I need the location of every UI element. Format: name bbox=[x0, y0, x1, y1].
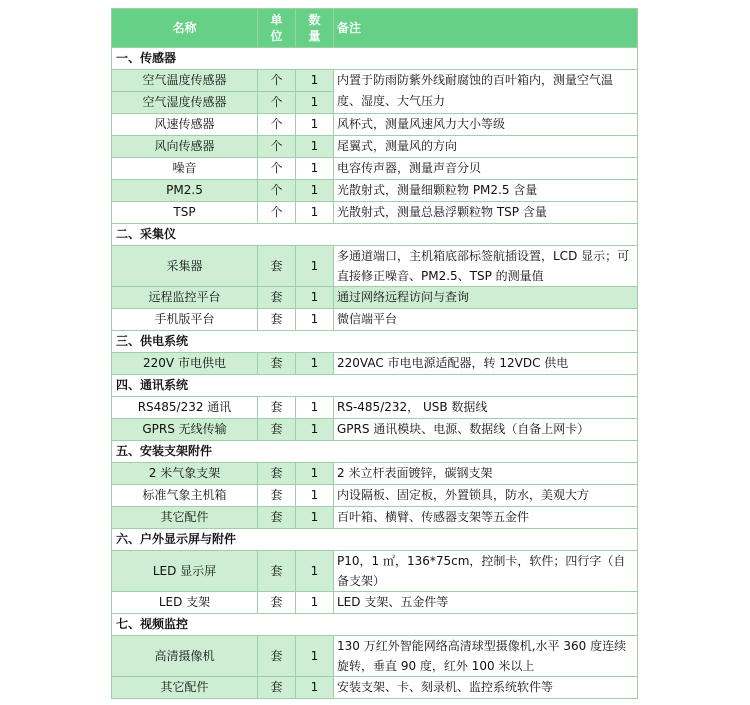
item-unit: 套 bbox=[258, 419, 296, 441]
section-row bbox=[112, 529, 638, 551]
header-qty: 数 量 bbox=[296, 9, 334, 48]
item-name: 采集器 bbox=[112, 246, 258, 287]
item-qty: 1 bbox=[296, 202, 334, 224]
item-qty: 1 bbox=[296, 309, 334, 331]
section-row bbox=[112, 441, 638, 463]
item-name: LED 显示屏 bbox=[112, 551, 258, 592]
item-note: 130 万红外智能网络高清球型摄像机,水平 360 度连续旋转，垂直 90 度，红外 100 米以上 bbox=[334, 636, 638, 677]
item-note: 百叶箱、横臂、传感器支架等五金件 bbox=[334, 507, 638, 529]
table-row bbox=[112, 136, 638, 158]
section-title: 二、采集仪 bbox=[112, 224, 638, 246]
item-note: 通过网络远程访问与查询 bbox=[334, 287, 638, 309]
item-unit: 个 bbox=[258, 136, 296, 158]
item-unit: 套 bbox=[258, 507, 296, 529]
header-note: 备注 bbox=[334, 9, 638, 48]
item-qty: 1 bbox=[296, 677, 334, 699]
item-note: 2 米立杆表面镀锌，碳钢支架 bbox=[334, 463, 638, 485]
header-name: 名称 bbox=[112, 9, 258, 48]
table-row bbox=[112, 463, 638, 485]
item-name: 其它配件 bbox=[112, 507, 258, 529]
item-qty: 1 bbox=[296, 114, 334, 136]
item-name: PM2.5 bbox=[112, 180, 258, 202]
item-qty: 1 bbox=[296, 485, 334, 507]
item-unit: 套 bbox=[258, 636, 296, 677]
table-row bbox=[112, 507, 638, 529]
table-row bbox=[112, 202, 638, 224]
item-name: 高清摄像机 bbox=[112, 636, 258, 677]
table-row bbox=[112, 353, 638, 375]
item-unit: 套 bbox=[258, 592, 296, 614]
item-name: 其它配件 bbox=[112, 677, 258, 699]
item-note: 微信端平台 bbox=[334, 309, 638, 331]
item-name: GPRS 无线传输 bbox=[112, 419, 258, 441]
item-qty: 1 bbox=[296, 180, 334, 202]
table-row bbox=[112, 677, 638, 699]
header-unit: 单 位 bbox=[258, 9, 296, 48]
item-unit: 套 bbox=[258, 309, 296, 331]
table-row bbox=[112, 158, 638, 180]
item-unit: 套 bbox=[258, 485, 296, 507]
section-title: 五、安装支架附件 bbox=[112, 441, 638, 463]
table-row bbox=[112, 397, 638, 419]
item-qty: 1 bbox=[296, 70, 334, 92]
table-header-row bbox=[112, 9, 638, 48]
item-name: 空气湿度传感器 bbox=[112, 92, 258, 114]
item-unit: 套 bbox=[258, 353, 296, 375]
section-row bbox=[112, 48, 638, 70]
item-note: LED 支架、五金件等 bbox=[334, 592, 638, 614]
item-unit: 个 bbox=[258, 92, 296, 114]
item-name: 2 米气象支架 bbox=[112, 463, 258, 485]
section-title: 三、供电系统 bbox=[112, 331, 638, 353]
item-name: 空气温度传感器 bbox=[112, 70, 258, 92]
table-row bbox=[112, 636, 638, 677]
table-row bbox=[112, 287, 638, 309]
item-note: GPRS 通讯模块、电源、数据线（自备上网卡） bbox=[334, 419, 638, 441]
item-note: 电容传声器，测量声音分贝 bbox=[334, 158, 638, 180]
item-note: 尾翼式，测量风的方向 bbox=[334, 136, 638, 158]
item-qty: 1 bbox=[296, 92, 334, 114]
table-row bbox=[112, 180, 638, 202]
table-row bbox=[112, 246, 638, 287]
item-note: 光散射式，测量总悬浮颗粒物 TSP 含量 bbox=[334, 202, 638, 224]
item-qty: 1 bbox=[296, 507, 334, 529]
item-name: LED 支架 bbox=[112, 592, 258, 614]
item-name: 远程监控平台 bbox=[112, 287, 258, 309]
item-name: 噪音 bbox=[112, 158, 258, 180]
item-note: 安装支架、卡、刻录机、监控系统软件等 bbox=[334, 677, 638, 699]
item-unit: 套 bbox=[258, 397, 296, 419]
item-note: 内设隔板、固定板，外置锁具，防水，美观大方 bbox=[334, 485, 638, 507]
item-unit: 个 bbox=[258, 180, 296, 202]
item-name: TSP bbox=[112, 202, 258, 224]
item-unit: 个 bbox=[258, 158, 296, 180]
item-note: 220VAC 市电电源适配器，转 12VDC 供电 bbox=[334, 353, 638, 375]
item-unit: 套 bbox=[258, 551, 296, 592]
item-note: 光散射式，测量细颗粒物 PM2.5 含量 bbox=[334, 180, 638, 202]
table-row bbox=[112, 70, 638, 92]
item-note-merged: 内置于防雨防紫外线耐腐蚀的百叶箱内，测量空气温度、湿度、大气压力 bbox=[334, 70, 638, 114]
item-qty: 1 bbox=[296, 158, 334, 180]
item-unit: 套 bbox=[258, 287, 296, 309]
section-row bbox=[112, 614, 638, 636]
item-name: RS485/232 通讯 bbox=[112, 397, 258, 419]
item-note: P10，1 ㎡，136*75cm，控制卡，软件；四行字（自备支架） bbox=[334, 551, 638, 592]
item-qty: 1 bbox=[296, 463, 334, 485]
section-row bbox=[112, 331, 638, 353]
section-title: 四、通讯系统 bbox=[112, 375, 638, 397]
item-qty: 1 bbox=[296, 551, 334, 592]
section-title: 一、传感器 bbox=[112, 48, 638, 70]
item-name: 风速传感器 bbox=[112, 114, 258, 136]
item-unit: 个 bbox=[258, 202, 296, 224]
item-qty: 1 bbox=[296, 592, 334, 614]
table-row bbox=[112, 419, 638, 441]
item-qty: 1 bbox=[296, 419, 334, 441]
item-unit: 个 bbox=[258, 70, 296, 92]
item-unit: 套 bbox=[258, 463, 296, 485]
table-row bbox=[112, 551, 638, 592]
item-unit: 套 bbox=[258, 677, 296, 699]
section-title: 六、户外显示屏与附件 bbox=[112, 529, 638, 551]
section-row bbox=[112, 375, 638, 397]
item-note: 风杯式，测量风速风力大小等级 bbox=[334, 114, 638, 136]
item-name: 220V 市电供电 bbox=[112, 353, 258, 375]
section-title: 七、视频监控 bbox=[112, 614, 638, 636]
item-qty: 1 bbox=[296, 287, 334, 309]
item-name: 手机版平台 bbox=[112, 309, 258, 331]
table-row bbox=[112, 485, 638, 507]
item-note: RS-485/232， USB 数据线 bbox=[334, 397, 638, 419]
item-unit: 个 bbox=[258, 114, 296, 136]
item-name: 风向传感器 bbox=[112, 136, 258, 158]
table-row bbox=[112, 114, 638, 136]
table-row bbox=[112, 309, 638, 331]
item-qty: 1 bbox=[296, 353, 334, 375]
item-note: 多通道端口，主机箱底部标签航插设置，LCD 显示；可直接修正噪音、PM2.5、TSP 的测量值 bbox=[334, 246, 638, 287]
item-name: 标准气象主机箱 bbox=[112, 485, 258, 507]
item-qty: 1 bbox=[296, 246, 334, 287]
item-unit: 套 bbox=[258, 246, 296, 287]
equipment-spec-table bbox=[111, 8, 638, 699]
table-row bbox=[112, 592, 638, 614]
item-qty: 1 bbox=[296, 636, 334, 677]
item-qty: 1 bbox=[296, 136, 334, 158]
section-row bbox=[112, 224, 638, 246]
item-qty: 1 bbox=[296, 397, 334, 419]
